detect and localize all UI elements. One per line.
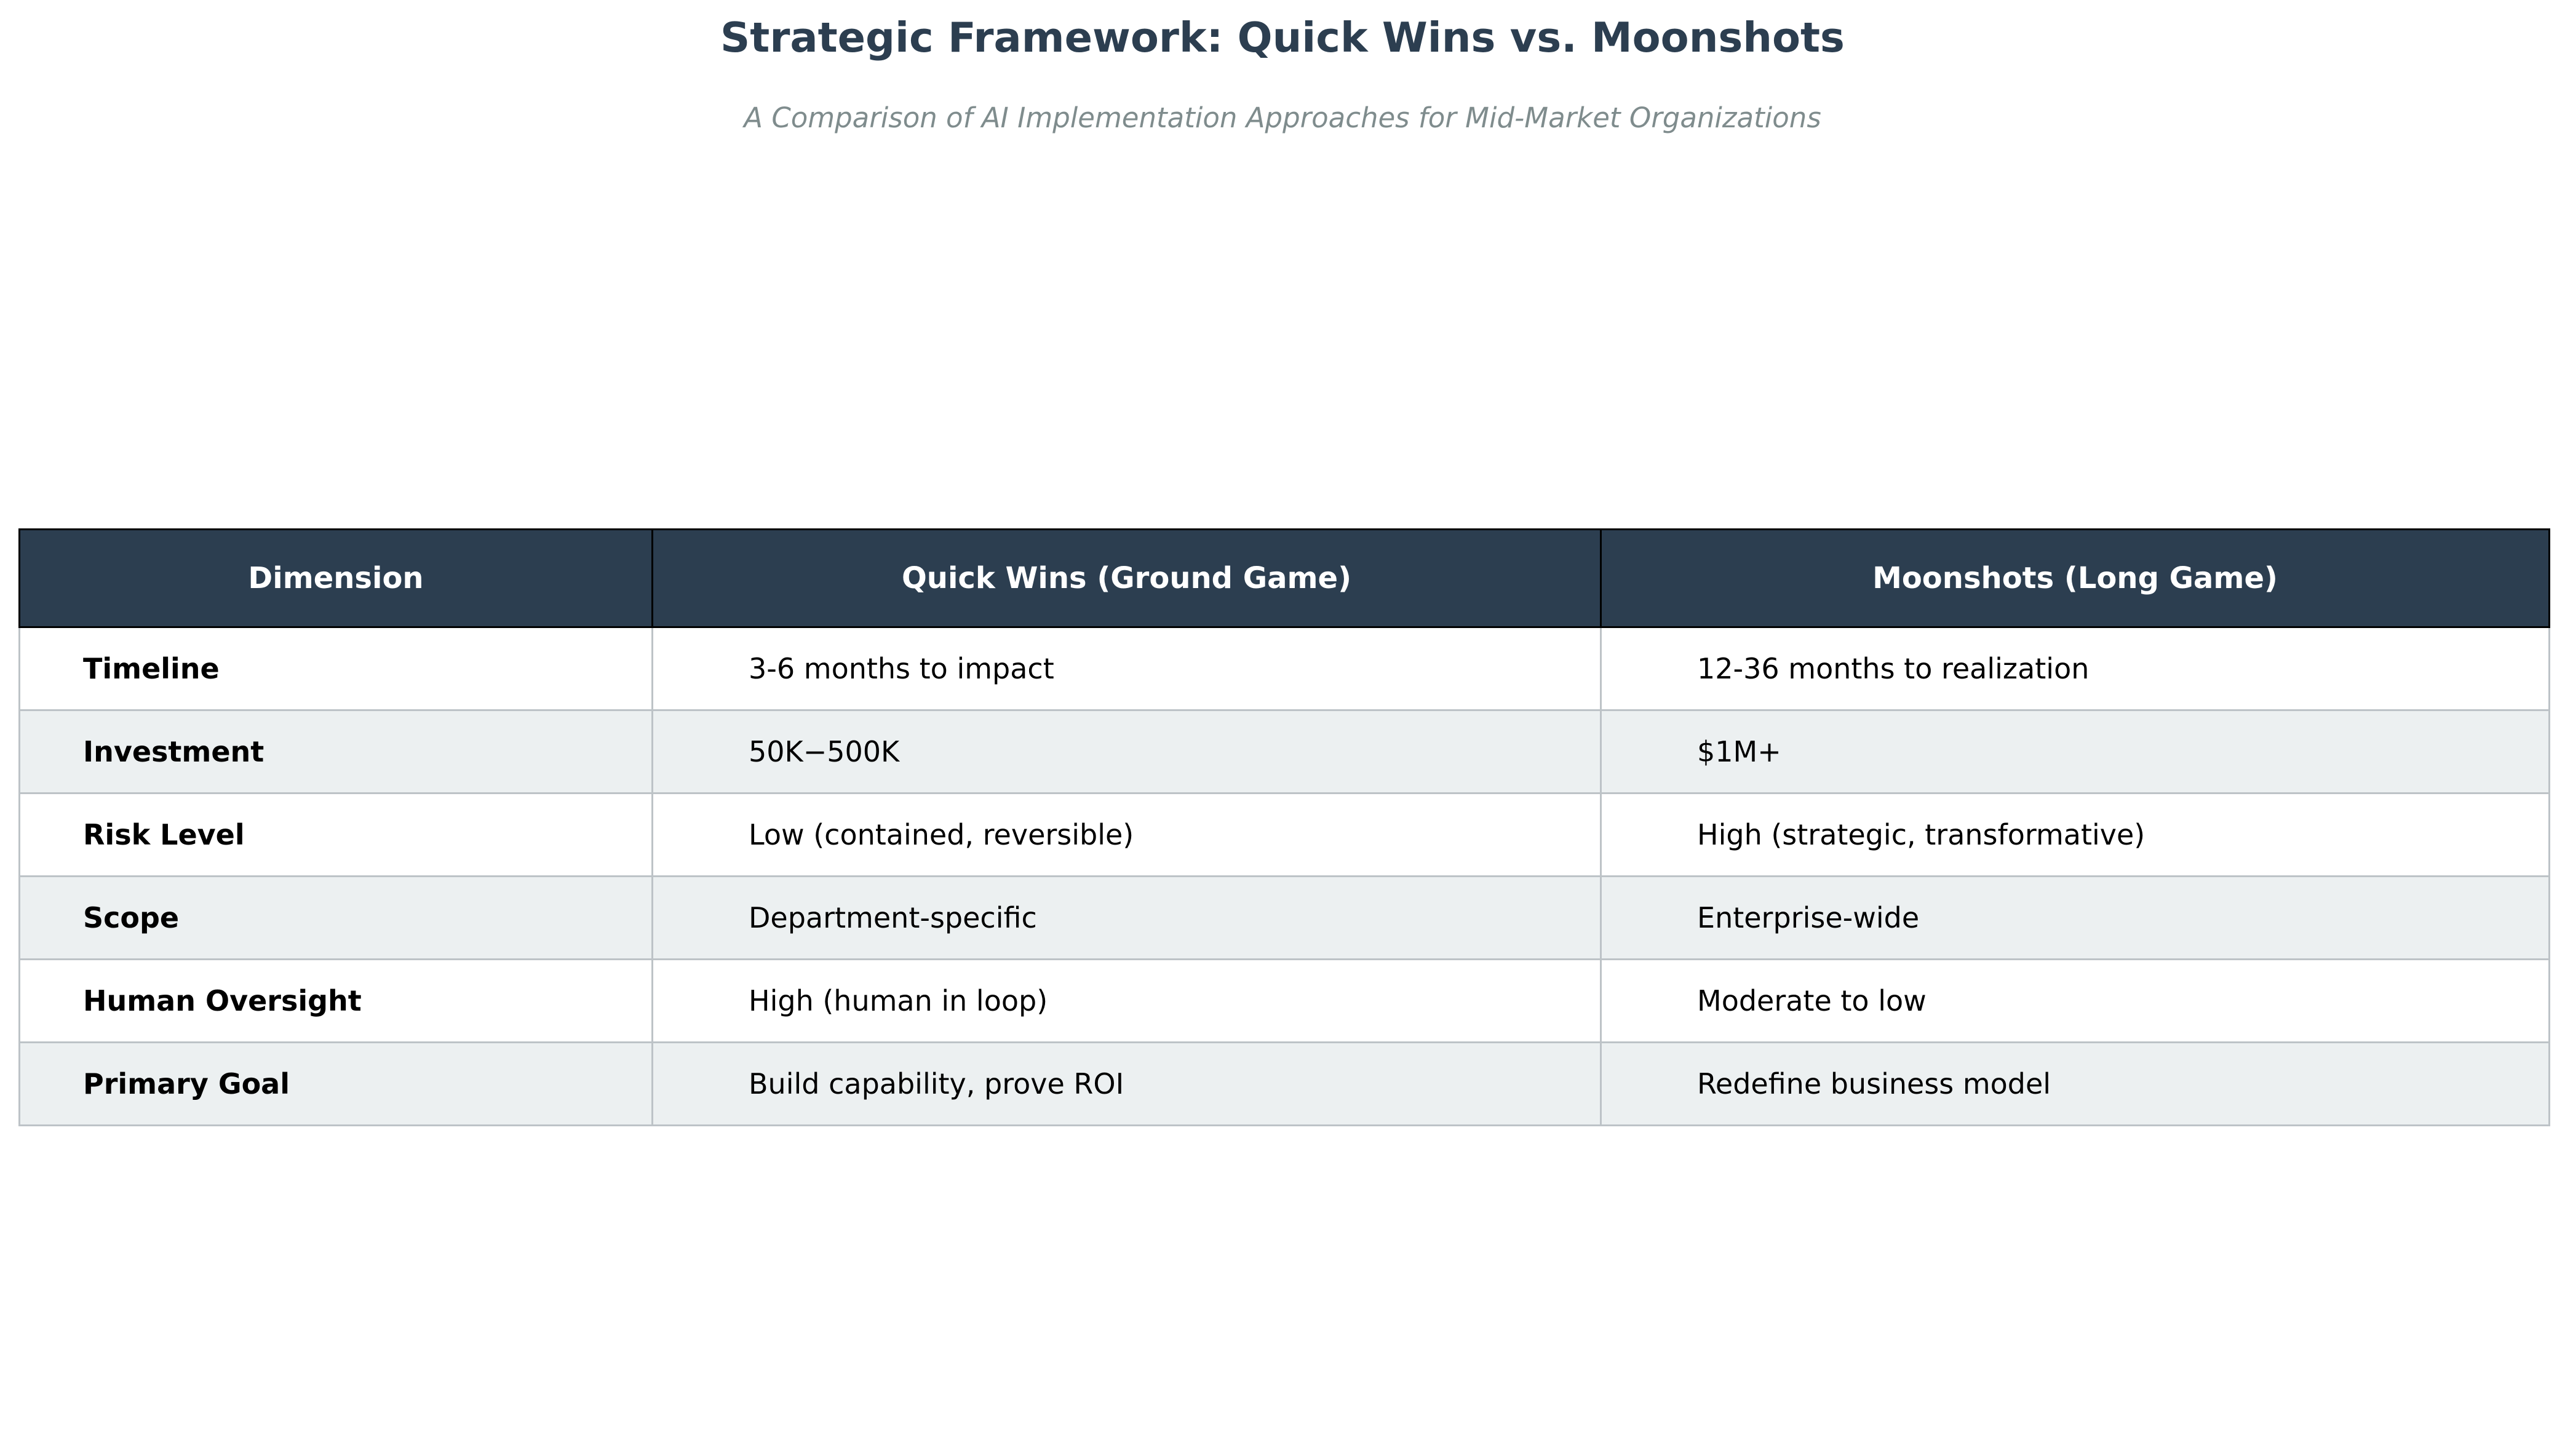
- dimension-cell: Scope: [20, 877, 653, 960]
- chart-title: Strategic Framework: Quick Wins vs. Moonshots: [720, 14, 1845, 62]
- quick-wins-cell: High (human in loop): [653, 960, 1601, 1043]
- moonshots-cell: Enterprise-wide: [1601, 877, 2550, 960]
- moonshots-cell: Redefine business model: [1601, 1043, 2550, 1126]
- quick-wins-cell: Department-specific: [653, 877, 1601, 960]
- header-cell-quick-wins: Quick Wins (Ground Game): [653, 530, 1601, 627]
- dimension-cell: Human Oversight: [20, 960, 653, 1043]
- comparison-table: [18, 528, 2550, 1126]
- table-header-row: [20, 530, 2550, 627]
- dimension-cell: Risk Level: [20, 794, 653, 877]
- quick-wins-cell: 50K−500K: [653, 710, 1601, 794]
- dimension-cell: Timeline: [20, 627, 653, 710]
- table-row: [20, 960, 2550, 1043]
- table-row: [20, 710, 2550, 794]
- table-row: [20, 794, 2550, 877]
- moonshots-cell: $1M+: [1601, 710, 2550, 794]
- table-row: [20, 877, 2550, 960]
- header-cell-moonshots: Moonshots (Long Game): [1601, 530, 2550, 627]
- moonshots-cell: Moderate to low: [1601, 960, 2550, 1043]
- moonshots-cell: High (strategic, transformative): [1601, 794, 2550, 877]
- comparison-table-container: [18, 528, 2548, 1126]
- quick-wins-cell: 3-6 months to impact: [653, 627, 1601, 710]
- quick-wins-cell: Low (contained, reversible): [653, 794, 1601, 877]
- table-row: [20, 1043, 2550, 1126]
- dimension-cell: Investment: [20, 710, 653, 794]
- moonshots-cell: 12-36 months to realization: [1601, 627, 2550, 710]
- table-row: [20, 627, 2550, 710]
- header-cell-dimension: Dimension: [20, 530, 653, 627]
- chart-subtitle: A Comparison of AI Implementation Approaches for Mid-Market Organizations: [744, 101, 1821, 134]
- dimension-cell: Primary Goal: [20, 1043, 653, 1126]
- quick-wins-cell: Build capability, prove ROI: [653, 1043, 1601, 1126]
